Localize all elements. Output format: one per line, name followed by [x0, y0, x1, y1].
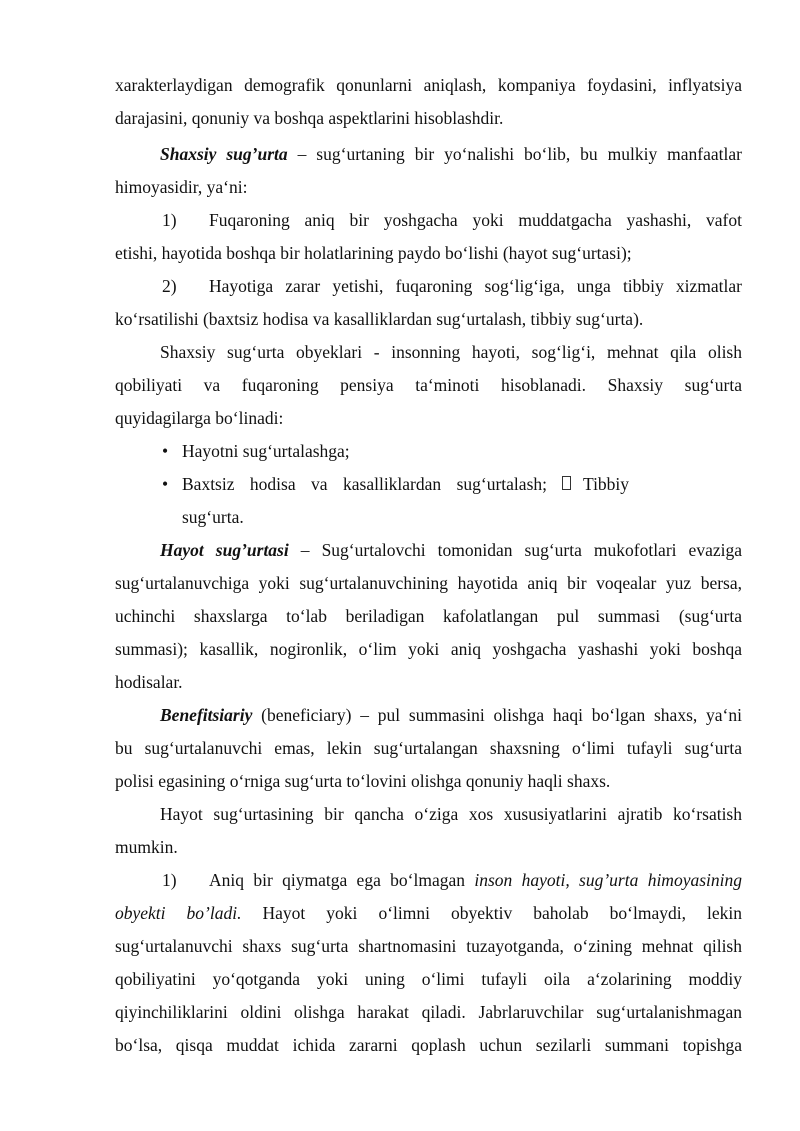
bullet-icon: •	[162, 474, 169, 494]
list-number: 1)	[162, 870, 177, 890]
text-span: – Sug‘urtalovchi tomonidan sug‘urta mukofotlari evaziga	[288, 540, 742, 560]
bullet-item: Tibbiy	[583, 474, 630, 494]
bullet-icon: •	[162, 441, 169, 461]
paragraph-shaxsiy-sugurta	[160, 143, 742, 165]
text-span: (beneficiary) – pul summasini olishga haqi bo‘lgan shaxs, ya‘ni	[252, 705, 742, 725]
paragraph-benefitsiariy	[160, 704, 742, 726]
text-line: qiyinchiliklarini oldini olishga harakat qiladi. Jabrlaruvchilar sug‘urtalanishmagan	[115, 1002, 742, 1022]
text-line: qobiliyati va fuqaroning pensiya ta‘minoti hisoblanadi. Shaxsiy sug‘urta	[115, 375, 742, 395]
text-line: bu sug‘urtalanuvchi emas, lekin sug‘urtalangan shaxsning o‘limi tufayli sug‘urta	[115, 738, 742, 758]
bullet-item: Baxtsiz hodisa va kasalliklardan sug‘urtalash;	[182, 474, 547, 494]
text-line: Hayot sug‘urtasining bir qancha o‘ziga xos xususiyatlarini ajratib ko‘rsatish	[160, 804, 742, 824]
text-line: sug‘urtalanuvchi shaxs sug‘urta shartnomasini tuzayotganda, o‘zining mehnat qilish	[115, 936, 742, 956]
text-line: qobiliyatini yo‘qotganda yoki uning o‘limi tufayli oila a‘zolarining moddiy	[115, 969, 742, 989]
text-line: xarakterlaydigan demografik qonunlarni aniqlash, kompaniya foydasini, inflyatsiya	[115, 75, 742, 95]
list-number: 2)	[162, 276, 177, 296]
bullet-item: Hayotni sug‘urtalashga;	[182, 441, 350, 461]
term-hayot-sugurtasi: Hayot sug’urtasi	[160, 540, 289, 560]
text-line: Shaxsiy sug‘urta obyeklari - insonning hayoti, sog‘lig‘i, mehnat qila olish	[160, 342, 742, 362]
text-span: Hayot yoki o‘limni obyektiv baholab bo‘lmaydi, lekin	[241, 903, 743, 923]
text-line: quyidagilarga bo‘linadi:	[115, 408, 284, 428]
list-item-text: Hayotiga zarar yetishi, fuqaroning sog‘lig‘iga, unga tibbiy xizmatlar	[209, 276, 742, 296]
paragraph-hayot-sugurtasi	[160, 539, 742, 561]
text-line: sug‘urtalanuvchiga yoki sug‘urtalanuvchining hayotida aniq bir voqealar yuz bersa,	[115, 573, 742, 593]
italic-span: obyekti bo’ladi.	[115, 903, 242, 923]
text-span: Aniq bir qiymatga ega bo‘lmagan	[209, 870, 475, 890]
text-line: etishi, hayotida boshqa bir holatlarining paydo bo‘lishi (hayot sug‘urtasi);	[115, 243, 632, 263]
italic-span: inson hayoti, sug’urta himoyasining	[474, 870, 742, 890]
bullet-item-continuation: sug‘urta.	[182, 507, 244, 527]
text-line: himoyasidir, ya‘ni:	[115, 177, 248, 197]
text-line: ko‘rsatilishi (baxtsiz hodisa va kasalliklardan sug‘urtalash, tibbiy sug‘urta).	[115, 309, 644, 329]
text-line: polisi egasining o‘rniga sug‘urta to‘lovini olishga qonuniy haqli shaxs.	[115, 771, 611, 791]
list-item-text	[209, 869, 742, 891]
text-line	[115, 902, 742, 924]
text-line: hodisalar.	[115, 672, 183, 692]
term-shaxsiy-sugurta: Shaxsiy sug’urta	[160, 144, 288, 164]
text-line: darajasini, qonuniy va boshqa aspektlarini hisoblashdir.	[115, 108, 504, 128]
text-line: summasi); kasallik, nogironlik, o‘lim yoki aniq yoshgacha yashashi yoki boshqa	[115, 639, 742, 659]
text-line: bo‘lsa, qisqa muddat ichida zararni qoplash uchun sezilarli summani topishga	[115, 1035, 742, 1055]
term-benefitsiariy: Benefitsiariy	[160, 705, 253, 725]
text-span: – sug‘urtaning bir yo‘nalishi bo‘lib, bu mulkiy manfaatlar	[287, 144, 742, 164]
list-item-text: Fuqaroning aniq bir yoshgacha yoki muddatgacha yashashi, vafot	[209, 210, 742, 230]
text-line: uchinchi shaxslarga to‘lab beriladigan kafolatlangan pul summasi (sug‘urta	[115, 606, 742, 626]
list-number: 1)	[162, 210, 177, 230]
text-line: mumkin.	[115, 837, 178, 857]
missing-glyph-icon	[562, 476, 571, 490]
